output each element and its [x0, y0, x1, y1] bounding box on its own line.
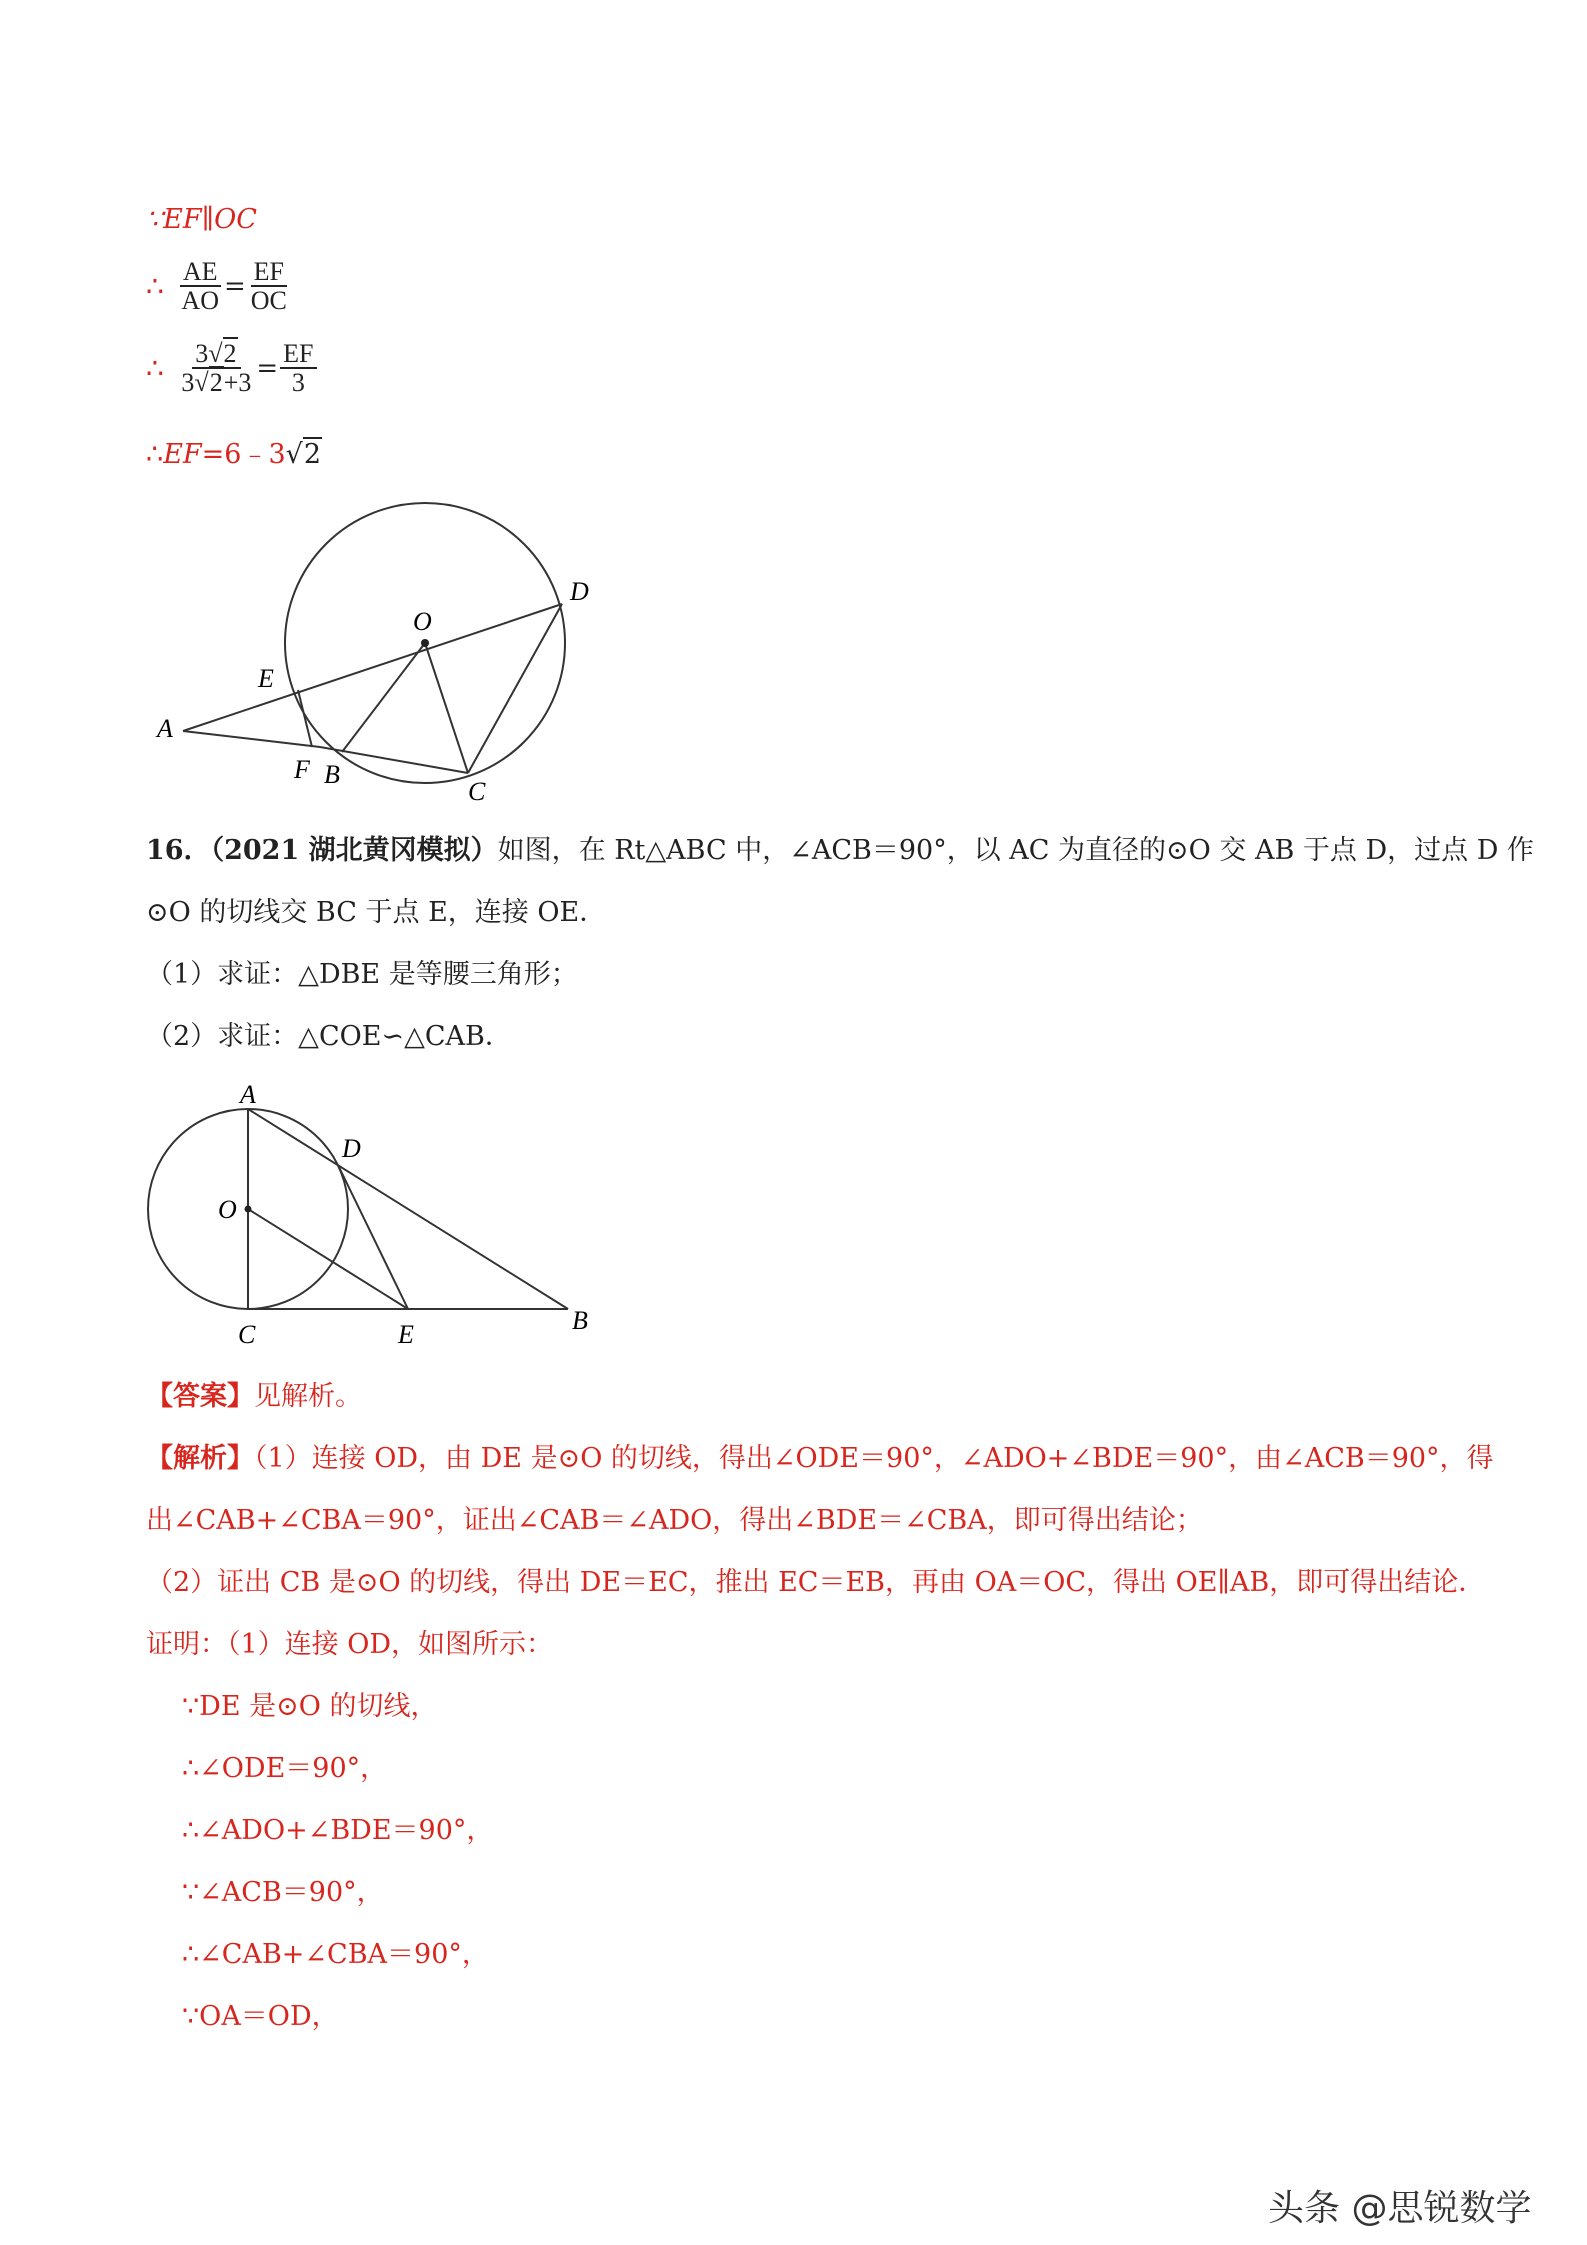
proof-heading: 证明：（1）连接 OD，如图所示：: [146, 1629, 554, 1660]
label-o-2: O: [218, 1195, 237, 1224]
label-e: E: [258, 664, 274, 693]
label-a: A: [157, 714, 173, 743]
proof-step-4: ∵∠ACB＝90°，: [182, 1877, 384, 1908]
line-dc: [468, 604, 562, 773]
label-b: B: [324, 760, 340, 789]
proof-line-ef-result: ∴EF=6﹣3√2: [146, 439, 322, 470]
line-ab: [248, 1109, 568, 1309]
label-a-2: A: [240, 1080, 256, 1109]
fraction-root-expression: $\frac{3√2}{3√2+3}$: [181, 339, 252, 398]
problem-number: 16．: [146, 835, 211, 866]
figure-circle-tangent-2: [140, 1075, 610, 1355]
proof-step-5: ∴∠CAB+∠CBA＝90°，: [182, 1939, 489, 1970]
analysis-line-2: 出∠CAB+∠CBA＝90°，证出∠CAB＝∠ADO，得出∠BDE＝∠CBA，即可得出结论；: [146, 1505, 1203, 1536]
problem-16-stem-line2: ⊙O 的切线交 BC 于点 E，连接 OE．: [146, 897, 607, 928]
fraction-ef-oc: $\frac{EF}{OC}$: [250, 257, 287, 316]
label-e-2: E: [398, 1320, 414, 1349]
label-o: O: [413, 607, 432, 636]
label-f: F: [294, 755, 310, 784]
line-ef: [298, 690, 312, 747]
proof-step-3: ∴∠ADO+∠BDE＝90°，: [182, 1815, 494, 1846]
problem-source: （2021 湖北黄冈模拟）: [210, 835, 498, 866]
fraction-ef-3: $\frac{EF}{3}$: [280, 340, 316, 397]
proof-line-ratio-equation: ∴ $\frac{AE}{AO}$ = $\frac{EF}{OC}$: [146, 258, 292, 315]
analysis-line-1: 【解析】（1）连接 OD，由 DE 是⊙O 的切线，得出∠ODE＝90°，∠ADO+∠BDE＝90°，由∠ACB＝90°，得: [146, 1443, 1494, 1474]
label-b-2: B: [572, 1306, 588, 1335]
line-oc: [425, 643, 468, 773]
analysis-line-3: （2）证出 CB 是⊙O 的切线，得出 DE＝EC，推出 EC＝EB，再由 OA＝OC，得出 OE∥AB，即可得出结论．: [146, 1567, 1486, 1598]
answer-line: 【答案】见解析。: [146, 1381, 362, 1412]
center-point-o-2: [245, 1206, 252, 1213]
fraction-ae-ao: $\frac{AE}{AO}$: [181, 257, 219, 316]
line-af: [183, 731, 320, 747]
label-c: C: [468, 777, 486, 806]
proof-step-1: ∵DE 是⊙O 的切线，: [182, 1691, 438, 1722]
analysis-label: 【解析】: [146, 1443, 254, 1474]
label-d-2: D: [342, 1134, 361, 1163]
therefore-symbol: ∴: [146, 269, 164, 303]
therefore-symbol: ∴: [146, 351, 164, 385]
label-c-2: C: [238, 1320, 256, 1349]
proof-line-ef-parallel-oc: ∵EF∥OC: [146, 204, 257, 235]
proof-step-2: ∴∠ODE＝90°，: [182, 1753, 388, 1784]
proof-line-substituted-equation: ∴ $\frac{3√2}{3√2+3}$ = $\frac{EF}{3}$: [146, 340, 319, 397]
problem-16-stem-line1: 16．（2021 湖北黄冈模拟）如图，在 Rt△ABC 中，∠ACB＝90°，以 AC 为直径的⊙O 交 AB 于点 D，过点 D 作: [146, 835, 1534, 866]
answer-label: 【答案】: [146, 1381, 254, 1412]
figure-circle-tangent-1: [150, 495, 610, 815]
center-point-o: [421, 639, 429, 647]
problem-16-question-2: （2）求证：△COE∽△CAB．: [146, 1021, 512, 1052]
problem-16-question-1: （1）求证：△DBE 是等腰三角形；: [146, 959, 578, 990]
line-ob: [342, 643, 425, 752]
label-d: D: [570, 577, 589, 606]
watermark: 头条 @思锐数学: [1268, 2188, 1532, 2229]
proof-step-6: ∵OA＝OD，: [182, 2001, 339, 2032]
